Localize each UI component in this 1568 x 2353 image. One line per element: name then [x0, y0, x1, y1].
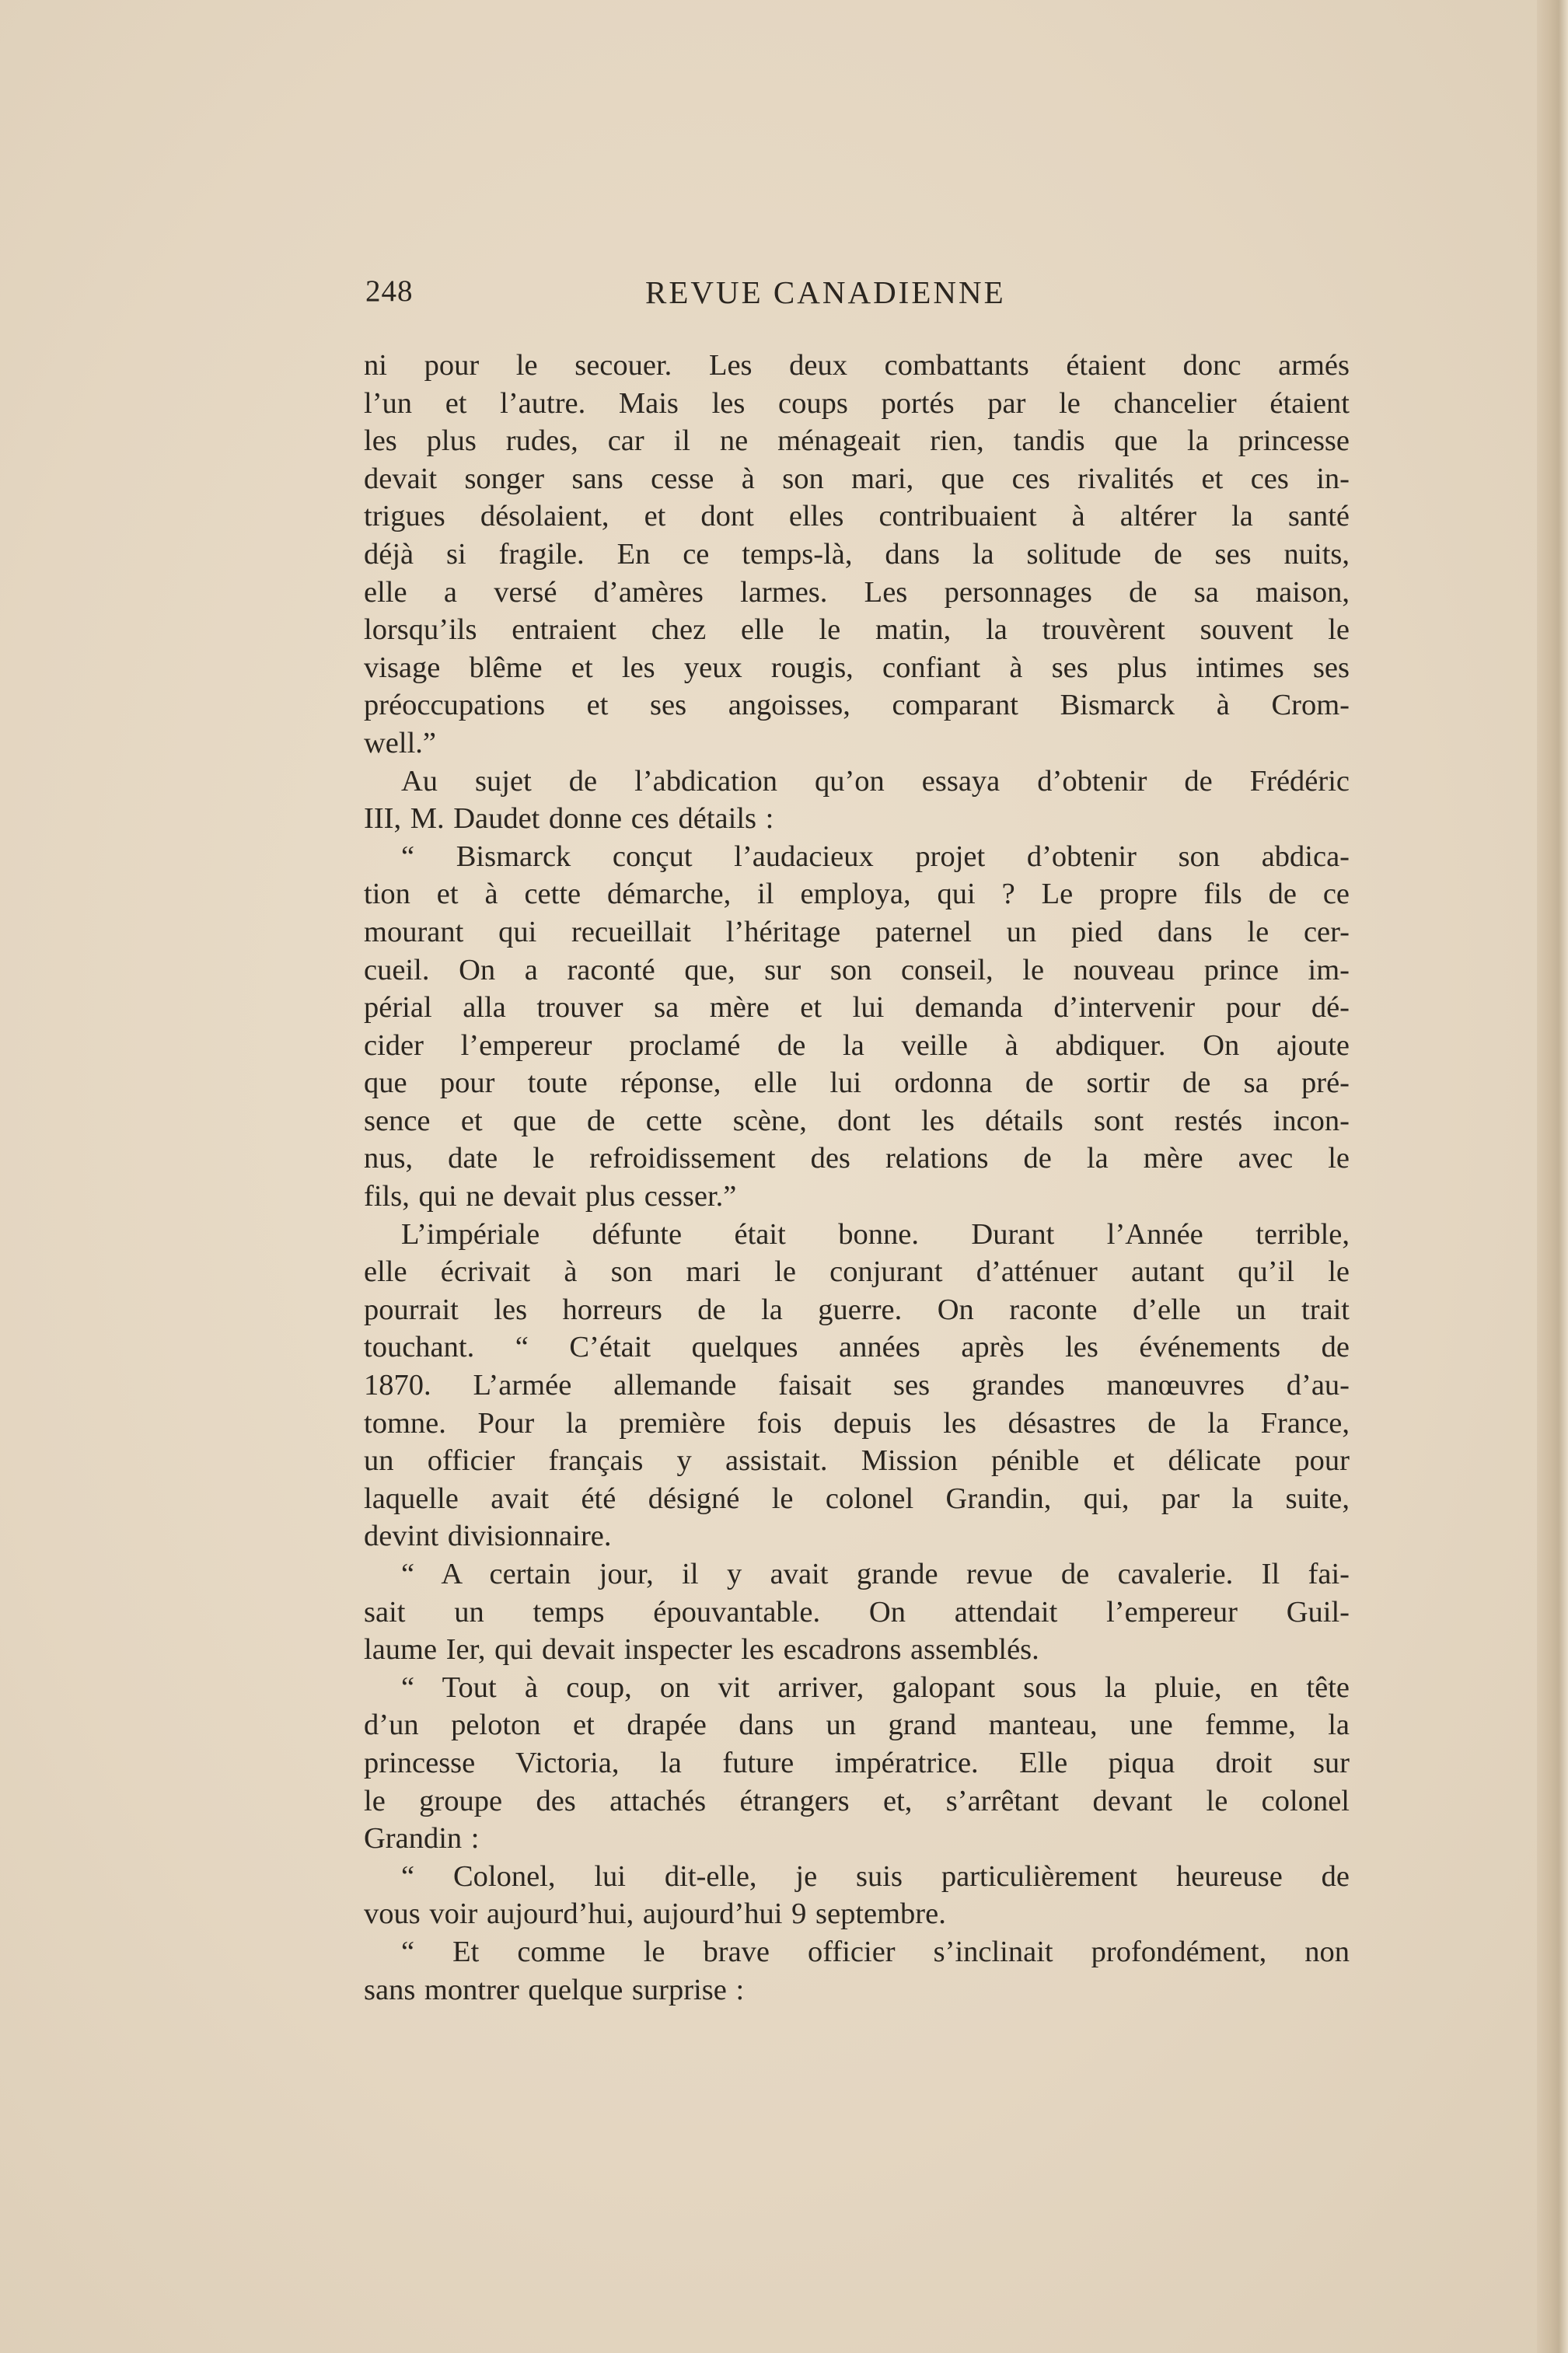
text-line: laume Ier, qui devait inspecter les escadrons assemblés. [364, 1633, 1039, 1667]
text-line: devait songer sans cesse à son mari, que ces rivalités et ces in- [364, 462, 1350, 495]
text-line: visage blême et les yeux rougis, confiant à ses plus intimes ses [364, 651, 1350, 684]
text-line: “ Et comme le brave officier s’inclinait profondément, non [401, 1935, 1350, 1968]
page-header [365, 274, 1349, 320]
text-line: tion et à cette démarche, il employa, qui ? Le propre fils de ce [364, 878, 1350, 911]
text-line: devint divisionnaire. [364, 1520, 612, 1553]
text-line: laquelle avait été désigné le colonel Grandin, qui, par la suite, [364, 1482, 1350, 1515]
text-line: touchant. “ C’était quelques années après les événements de [364, 1331, 1350, 1364]
text-line: Au sujet de l’abdication qu’on essaya d’obtenir de Frédéric [401, 764, 1350, 798]
text-line: lorsqu’ils entraient chez elle le matin, la trouvèrent souvent le [364, 613, 1350, 647]
text-line: well.” [364, 726, 436, 759]
text-line: “ Colonel, lui dit-elle, je suis particulièrement heureuse de [401, 1859, 1350, 1893]
text-line: Grandin : [364, 1822, 480, 1856]
body-text [364, 347, 1350, 2009]
text-line: mourant qui recueillait l’héritage paternel un pied dans le cer- [364, 915, 1350, 948]
text-line: fils, qui ne devait plus cesser.” [364, 1180, 737, 1213]
text-line: princesse Victoria, la future impératrice. Elle piqua droit sur [364, 1746, 1350, 1779]
text-line: ni pour le secouer. Les deux combattants étaient donc armés [364, 349, 1350, 382]
page-number: 248 [365, 274, 414, 308]
text-line: sence et que de cette scène, dont les détails sont restés incon- [364, 1104, 1350, 1137]
text-line: sait un temps épouvantable. On attendait l’empereur Guil- [364, 1595, 1350, 1629]
text-line: elle écrivait à son mari le conjurant d’atténuer autant qu’il le [364, 1255, 1350, 1289]
text-line: nus, date le refroidissement des relations de la mère avec le [364, 1142, 1350, 1175]
text-line: un officier français y assistait. Mission pénible et délicate pour [364, 1444, 1350, 1478]
text-line: que pour toute réponse, elle lui ordonna de sortir de sa pré- [364, 1067, 1350, 1100]
text-line: 1870. L’armée allemande faisait ses grandes manœuvres d’au- [364, 1369, 1350, 1402]
text-line: III, M. Daudet donne ces détails : [364, 802, 774, 836]
text-line: d’un peloton et drapée dans un grand manteau, une femme, la [364, 1709, 1350, 1742]
text-line: l’un et l’autre. Mais les coups portés par le chancelier étaient [364, 386, 1350, 420]
text-line: déjà si fragile. En ce temps-là, dans la solitude de ses nuits, [364, 537, 1350, 571]
text-line: L’impériale défunte était bonne. Durant l’Année terrible, [401, 1217, 1350, 1251]
text-line: le groupe des attachés étrangers et, s’arrêtant devant le colonel [364, 1784, 1350, 1817]
text-line: pourrait les horreurs de la guerre. On raconte d’elle un trait [364, 1293, 1350, 1326]
text-line: “ Tout à coup, on vit arriver, galopant sous la pluie, en tête [401, 1670, 1350, 1704]
text-line: cider l’empereur proclamé de la veille à abdiquer. On ajoute [364, 1028, 1350, 1062]
text-line: trigues désolaient, et dont elles contribuaient à altérer la santé [364, 500, 1350, 533]
text-line: “ A certain jour, il y avait grande revue de cavalerie. Il fai- [401, 1558, 1350, 1590]
text-line: périal alla trouver sa mère et lui demanda d’intervenir pour dé- [364, 991, 1350, 1025]
text-line: elle a versé d’amères larmes. Les personnages de sa maison, [364, 575, 1350, 609]
text-line: les plus rudes, car il ne ménageait rien, tandis que la princesse [364, 424, 1350, 458]
running-head: REVUE CANADIENNE [645, 274, 1006, 310]
text-line: vous voir aujourd’hui, aujourd’hui 9 septembre. [364, 1897, 946, 1931]
text-line: cueil. On a raconté que, sur son conseil, le nouveau prince im- [364, 953, 1350, 986]
text-line: sans montrer quelque surprise : [364, 1973, 745, 2006]
text-line: “ Bismarck conçut l’audacieux projet d’obtenir son abdica- [401, 840, 1350, 873]
page-edge-shadow [1537, 0, 1568, 2353]
text-line: préoccupations et ses angoisses, comparant Bismarck à Crom- [364, 689, 1350, 722]
text-line: tomne. Pour la première fois depuis les désastres de la France, [364, 1406, 1350, 1440]
